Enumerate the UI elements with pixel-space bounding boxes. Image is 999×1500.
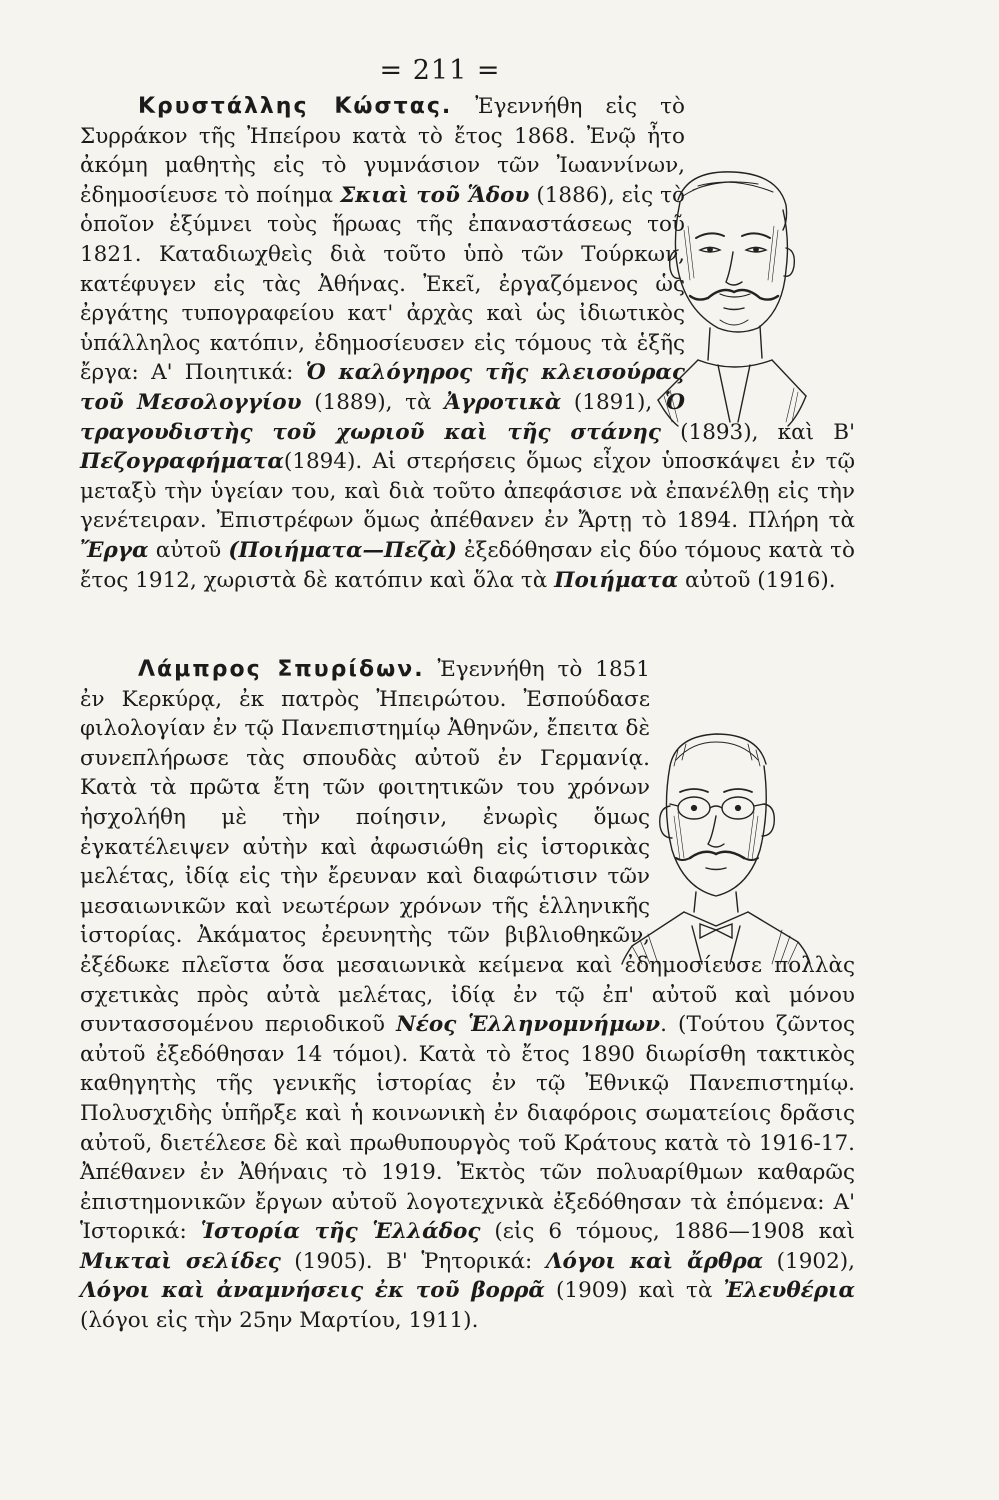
text-run: Ἐγεννήθη εἰς τὸ Συρράκον τῆς Ἠπείρου κατὰ τὸ ἔτος 1868. Ἐνῷ ἦτο ἀκόμη μαθητὴς εἰς τὸ γυμνάσιον τῶν Ἰωαννίνων, ἐδημοσίευσε τὸ ποίημα bbox=[80, 94, 685, 208]
work-title: Νέος Ἑλληνομνήμων bbox=[396, 1012, 661, 1038]
work-title: Λόγοι καὶ ἄρθρα bbox=[545, 1248, 764, 1274]
text-run: (1891), bbox=[561, 389, 665, 415]
portrait-krystallis bbox=[638, 160, 818, 430]
work-title: Ποιήματα bbox=[554, 567, 679, 593]
work-title: Ἀγροτικὰ bbox=[444, 389, 562, 415]
text-run: αὐτοῦ (1916). bbox=[678, 567, 836, 593]
text-run: (1894). Αἱ στερήσεις ὅμως εἶχον ὑποσκάψει ἐν τῷ μεταξὺ τὴν ὑγείαν του, καὶ διὰ τοῦτο ἀπεφάσισε νὰ ἐπανέλθῃ εἰς τὴν γενέτειραν. Ἐπιστρέφων ὅμως ἀπέθανεν ἐν Ἄρτῃ τὸ 1894. Πλήρη τὰ bbox=[80, 449, 855, 534]
text-run: (1905). Β' Ῥητορικά: bbox=[280, 1248, 546, 1274]
work-title: (Ποιήματα—Πεζὰ) bbox=[228, 537, 457, 563]
text-run: (1886), εἰς τὸ ὁποῖον ἐξύμνει τοὺς ἥρωας τῆς ἐπαναστάσεως τοῦ 1821. Καταδιωχθεὶς διὰ τοῦτο ὑπὸ τῶν Τούρκων, κατέφυγεν εἰς τὰς Ἀθήνας. Ἐκεῖ, ἐργαζόμενος ὡς ἐργάτης τυπογραφείου κατ' ἀρχὰς καὶ ὡς ἰδιωτικὸς ὑπάλληλος κατόπιν, ἐδημοσίευσεν εἰς τόμους τὰ ἑξῆς ἔργα: Α' Ποιητικά: bbox=[80, 182, 685, 386]
text-run: (1889), τὰ bbox=[301, 389, 445, 415]
text-run: (1902), bbox=[763, 1248, 855, 1274]
page-number: = 211 = bbox=[379, 55, 501, 86]
work-title: Πεζογραφήματα bbox=[80, 449, 284, 475]
text-run: Ἐγεννήθη τὸ 1851 ἐν Κερκύρᾳ, ἐκ πατρὸς Ἠπειρώτου. Ἐσπούδασε φιλολογίαν ἐν τῷ Πανεπιστημίῳ Ἀθηνῶν, ἔπειτα δὲ συνεπλήρωσε τὰς σπουδὰς αὐτοῦ ἐν Γερμανίᾳ. Κατὰ τὰ πρῶτα ἔτη τῶν φοιτητικῶν του χρόνων ἠσχολήθη μὲ τὴν ποίησιν, ἐνωρὶς ὅμως ἐγκατέλειψεν αὐτὴν καὶ ἀφωσιώθη εἰς ἱστορικὰς μελέτας, ἰδίᾳ εἰς τὴν ἔρευναν καὶ διαφώτισιν τῶν μεσαιωνικῶν καὶ νεωτέρων χρόνων τῆς ἑλληνικῆς ἱστορίας. Ἀκάματος ἐρευνητὴς τῶν βιβλιοθηκῶν, ἐξέδωκε πλεῖστα ὅσα μεσαιωνικὰ κείμενα καὶ ἐδημοσίευσε πολλὰς σχετικὰς πρὸς αὐτὰ μελέτας, ἰδίᾳ ἐν τῷ ἐπ' αὐτοῦ καὶ μόνου συντασσομένου περιοδικοῦ bbox=[80, 657, 855, 1038]
text-run: ἐξεδόθησαν εἰς δύο τόμους κατὰ τὸ ἔτος 1912, χωριστὰ δὲ κατόπιν καὶ ὅλα τὰ bbox=[80, 537, 855, 593]
entry-headword: Λάμπρος Σπυρίδων. bbox=[138, 657, 425, 682]
work-title: Ὁ τραγουδιστὴς τοῦ χωριοῦ καὶ τῆς στάνης bbox=[80, 389, 685, 445]
portrait-lambros bbox=[612, 720, 817, 965]
text-run: (1909) καὶ τὰ bbox=[544, 1278, 724, 1304]
work-title: Ἔργα bbox=[80, 537, 149, 563]
text-run: . (Τούτου ζῶντος αὐτοῦ ἐξεδόθησαν 14 τόμοι). Κατὰ τὸ ἔτος 1890 διωρίσθη τακτικὸς καθηγητὴς τῆς γενικῆς ἱστορίας ἐν τῷ Ἐθνικῷ Πανεπιστημίῳ. Πολυσχιδὴς ὑπῆρξε καὶ ἡ κοινωνικὴ ἐν διαφόροις σωματείοις δρᾶσις αὐτοῦ, διετέλεσε δὲ καὶ πρωθυπουργὸς τοῦ Κράτους κατὰ τὸ 1916-17. Ἀπέθανεν ἐν Ἀθήναις τὸ 1919. Ἐκτὸς τῶν πολυαρίθμων καθαρῶς ἐπιστημονικῶν ἔργων αὐτοῦ λογοτεχνικὰ ἐξεδόθησαν τὰ ἑπόμενα: Α' Ἱστορικά: bbox=[80, 1012, 855, 1245]
text-run: (1893), καὶ Β' bbox=[660, 419, 855, 445]
work-title: Λόγοι καὶ ἀναμνήσεις ἐκ τοῦ βορρᾶ bbox=[80, 1278, 545, 1304]
work-title: Σκιαὶ τοῦ Ἅδου bbox=[339, 182, 530, 208]
text-run: (εἰς 6 τόμους, 1886—1908 καὶ bbox=[480, 1219, 855, 1245]
work-title: Ὁ καλόγηρος τῆς κλεισούρας τοῦ Μεσολογγίου bbox=[80, 360, 685, 415]
work-title: Ἐλευθέρια bbox=[723, 1278, 855, 1304]
text-run: (λόγοι εἰς τὴν 25ην Μαρτίου, 1911). bbox=[80, 1308, 479, 1334]
text-run: αὐτοῦ bbox=[148, 537, 229, 563]
entry-headword: Κρυστάλλης Κώστας. bbox=[138, 94, 453, 119]
work-title: Μικταὶ σελίδες bbox=[80, 1248, 281, 1274]
work-title: Ἱστορία τῆς Ἑλλάδος bbox=[200, 1219, 481, 1245]
